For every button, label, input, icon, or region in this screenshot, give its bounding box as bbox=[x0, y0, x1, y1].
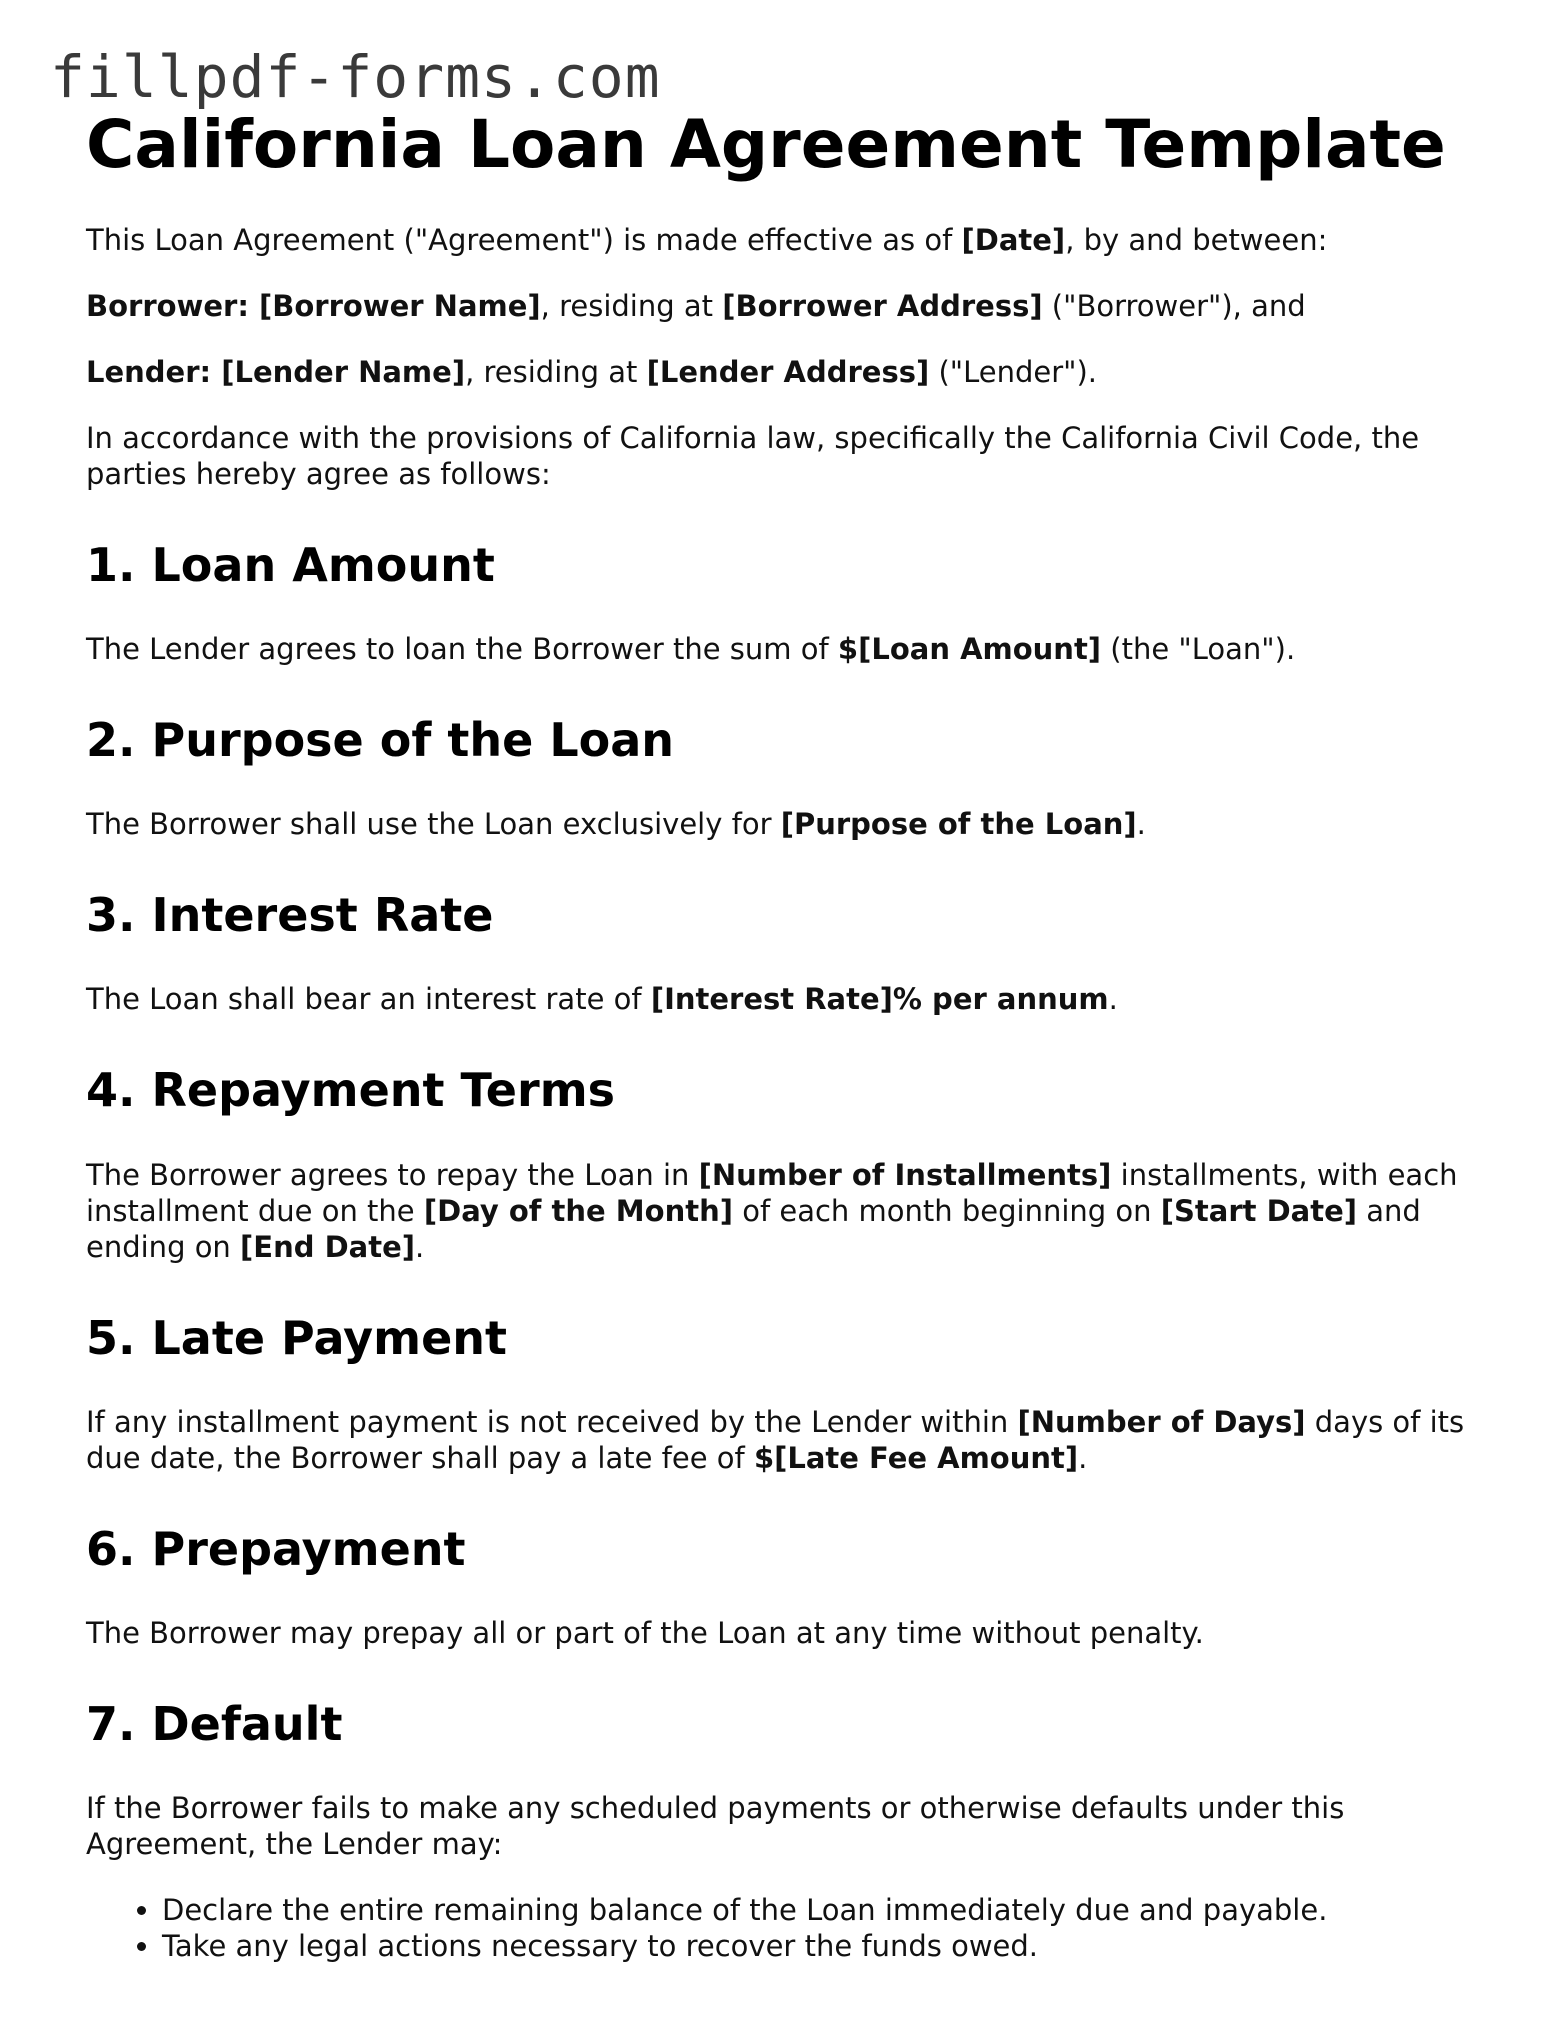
preamble-paragraph: In accordance with the provisions of California law, specifically the California Civil Code, the parties hereby agree as follows: bbox=[86, 420, 1420, 491]
watermark: fillpdf-forms.com bbox=[50, 43, 661, 111]
intro-text: This Loan Agreement ("Agreement") is made effective as of bbox=[86, 222, 962, 257]
section-heading-interest-rate: 3. Interest Rate bbox=[86, 888, 494, 943]
section-body-default: If the Borrower fails to make any scheduled payments or otherwise defaults under this Agreement, the Lender may: bbox=[86, 1791, 1345, 1862]
lender-text-end: ("Lender"). bbox=[929, 354, 1098, 389]
repayment-text-1: The Borrower agrees to repay the Loan in bbox=[86, 1157, 699, 1192]
start-date-placeholder: [Start Date] bbox=[1160, 1193, 1358, 1228]
purpose-text-end: . bbox=[1136, 807, 1146, 842]
repayment-text-5: . bbox=[415, 1229, 425, 1264]
section-heading-default: 7. Default bbox=[86, 1697, 343, 1752]
section-body-interest-rate bbox=[86, 981, 1466, 1017]
borrower-text-end: ("Borrower"), and bbox=[1042, 288, 1306, 323]
repayment-text-3: of each month beginning on bbox=[732, 1193, 1161, 1228]
day-of-month-placeholder: [Day of the Month] bbox=[423, 1193, 733, 1228]
late-text-2: days of its due date, the Borrower shall pay a late fee of bbox=[86, 1404, 1465, 1475]
section-heading-repayment: 4. Repayment Terms bbox=[86, 1063, 615, 1118]
interest-text-end: . bbox=[1108, 982, 1118, 1017]
purpose-text: The Borrower shall use the Loan exclusively for bbox=[86, 807, 781, 842]
borrower-text: , residing at bbox=[540, 288, 723, 323]
section-body-repayment bbox=[86, 1157, 1466, 1265]
late-text-1: If any installment payment is not received by the Lender within bbox=[86, 1404, 1018, 1439]
loan-amount-text: The Lender agrees to loan the Borrower the sum of bbox=[86, 632, 838, 667]
days-placeholder: [Number of Days] bbox=[1017, 1404, 1306, 1439]
interest-text: The Loan shall bear an interest rate of bbox=[86, 982, 651, 1017]
section-body-prepayment: The Borrower may prepay all or part of the Loan at any time without penalty. bbox=[86, 1616, 1204, 1651]
document-page bbox=[86, 108, 1466, 1964]
section-body-purpose bbox=[86, 806, 1466, 842]
date-placeholder: [Date] bbox=[961, 222, 1066, 257]
installments-placeholder: [Number of Installments] bbox=[698, 1157, 1112, 1192]
borrower-address: [Borrower Address] bbox=[722, 288, 1043, 323]
section-body-late-payment bbox=[86, 1404, 1466, 1476]
lender-text: , residing at bbox=[465, 354, 647, 389]
section-body-loan-amount bbox=[86, 631, 1466, 667]
late-fee-placeholder: $[Late Fee Amount] bbox=[753, 1440, 1079, 1475]
late-text-3: . bbox=[1078, 1440, 1088, 1475]
section-heading-loan-amount: 1. Loan Amount bbox=[86, 537, 495, 592]
borrower-paragraph bbox=[86, 288, 1466, 324]
end-date-placeholder: [End Date] bbox=[240, 1229, 416, 1264]
section-heading-late-payment: 5. Late Payment bbox=[86, 1310, 508, 1365]
section-heading-purpose: 2. Purpose of the Loan bbox=[86, 713, 675, 768]
repayment-text-2: installments, with each installment due on the bbox=[86, 1157, 1458, 1228]
lender-address: [Lender Address] bbox=[646, 354, 930, 389]
document-title: California Loan Agreement Template bbox=[86, 106, 1446, 183]
intro-paragraph bbox=[86, 222, 1466, 258]
default-remedies-list bbox=[86, 1892, 1466, 1964]
intro-text-end: , by and between: bbox=[1065, 222, 1328, 257]
list-item: • Declare the entire remaining balance of the Loan immediately due and payable. bbox=[162, 1892, 1466, 1928]
repayment-text-4: and ending on bbox=[86, 1193, 1421, 1264]
lender-paragraph bbox=[86, 354, 1466, 390]
loan-amount-placeholder: $[Loan Amount] bbox=[837, 632, 1102, 667]
purpose-placeholder: [Purpose of the Loan] bbox=[780, 807, 1137, 842]
borrower-name: Borrower: [Borrower Name] bbox=[86, 288, 541, 323]
lender-name: Lender: [Lender Name] bbox=[86, 354, 466, 389]
loan-amount-text-end: (the "Loan"). bbox=[1101, 632, 1296, 667]
interest-rate-placeholder: [Interest Rate]% per annum bbox=[650, 982, 1109, 1017]
list-item: • Take any legal actions necessary to recover the funds owed. bbox=[162, 1928, 1466, 1964]
section-heading-prepayment: 6. Prepayment bbox=[86, 1521, 466, 1576]
